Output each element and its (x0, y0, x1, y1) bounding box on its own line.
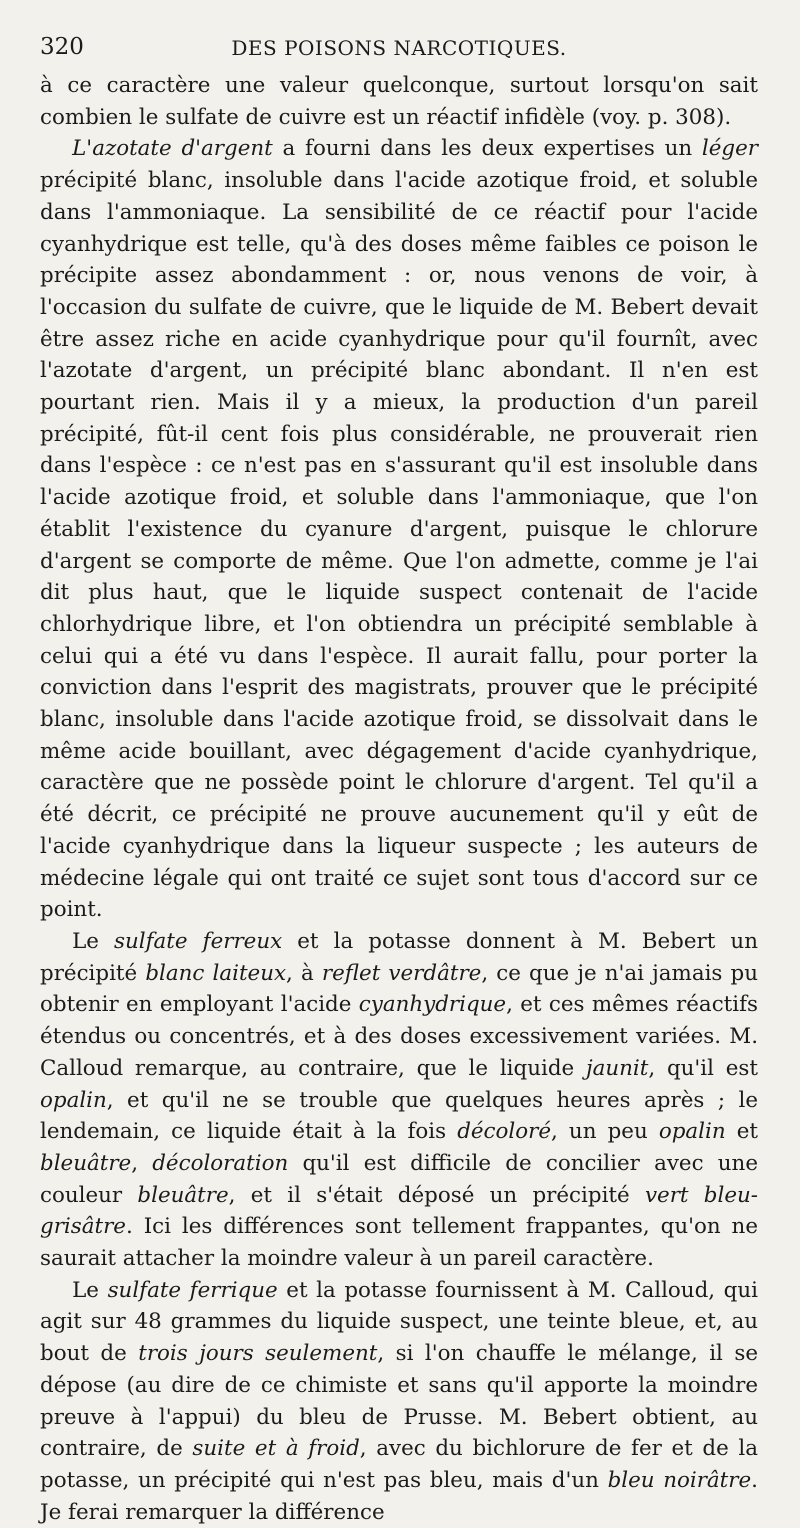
text-run: , avec du bichlorure de fer et de la potasse, un précipité qui n'est pas bleu, mais d'un (40, 1436, 758, 1493)
italic-run: opalin (658, 1119, 726, 1145)
paragraph (40, 70, 758, 133)
italic-run: décoloré (457, 1119, 552, 1145)
page-header (40, 30, 758, 70)
italic-run: opalin (40, 1087, 107, 1113)
text-run: , et qu'il ne se trouble que quelques heures après ; le lendemain, ce liquide était à la fois (40, 1087, 758, 1145)
body-text (40, 70, 758, 1528)
italic-run: reflet verdâtre (321, 960, 482, 986)
italic-run: trois jours seulement (138, 1341, 378, 1367)
text-run: , à (286, 960, 322, 986)
italic-run: sulfate ferrique (107, 1277, 278, 1303)
text-run: a fourni dans les deux expertises un (272, 136, 702, 162)
italic-run: blanc laiteux (145, 960, 287, 986)
paragraph (40, 1275, 758, 1528)
italic-run: bleu noirâtre (607, 1467, 752, 1493)
italic-run: cyanhydrique (358, 992, 507, 1018)
italic-run: L' (72, 136, 93, 162)
text-run: , (131, 1150, 153, 1176)
italic-run: bleuâtre (40, 1150, 132, 1176)
text-run: , ce que je n'ai jamais pu obtenir en employant l'acide (40, 960, 758, 1018)
text-run: et la potasse donnent à M. Bebert un précipité (40, 928, 758, 986)
text-run: , un peu (551, 1119, 659, 1145)
italic-run: bleuâtre (137, 1182, 229, 1208)
text-run: et (725, 1119, 758, 1145)
text-run: , et ces mêmes réactifs étendus ou concentrés, et à des doses excessivement variées. M. Calloud remarque, au contraire, que le liquide (40, 992, 758, 1081)
paragraph (40, 133, 758, 926)
text-run: , si l'on chauffe le mélange, il se dépose (au dire de ce chimiste et sans qu'il apporte la moindre preuve à l'appui) du bleu de Prusse. M. Bebert obtient, au contraire, de (40, 1341, 758, 1462)
page-number: 320 (40, 34, 84, 60)
italic-run: décoloration (152, 1150, 289, 1176)
text-run: qu'il est difficile de concilier avec une couleur (40, 1150, 758, 1208)
text-run: , qu'il est (648, 1055, 758, 1081)
text-run: . Ici les différences sont tellement frappantes, qu'on ne saurait attacher la moindre valeur à un pareil caractère. (40, 1214, 758, 1272)
italic-run: vert bleu-grisâtre (40, 1182, 758, 1240)
text-run: précipité blanc, insoluble dans l'acide azotique froid, et soluble dans l'ammoniaque. La sensibilité de ce réactif pour l'acide cyanhydrique est telle, qu'à des doses même faibles ce poison le précipite assez abondamment : or, nous venons de voir, à l'occasion du sulfate de cuivre, que le liquide de M. Bebert devait être assez riche en acide cyanhydrique pour qu'il fournît, avec l'azotate d'argent, un précipité blanc abondant. Il n'en est pourtant rien. Mais il y a mieux, la production d'un pareil précipité, fût-il cent fois plus considérable, ne prouverait rien dans l'espèce : ce n'est pas en s'assurant qu'il est insoluble dans l'acide azotique froid, et soluble dans l'ammoniaque, que l'on établit l'existence du cyanure d'argent, puisque le chlorure d'argent se comporte de même. Que l'on admette, comme je l'ai dit plus haut, que le liquide suspect contenait de l'acide chlorhydrique libre, et l'on obtiendra un précipité semblable à celui qui a été vu dans l'espèce. Il aurait fallu, pour porter la conviction dans l'esprit des magistrats, prouver que le précipité blanc, insoluble dans l'acide azotique froid, se dissolvait dans le même acide bouillant, avec dégagement d'acide cyanhydrique, caractère que ne possède point le chlorure d'argent. Tel qu'il a été décrit, ce précipité ne prouve aucunement qu'il y eût de l'acide cyanhydrique dans la liqueur suspecte ; les auteurs de médecine légale qui ont traité ce sujet sont tous d'accord sur ce point. (40, 168, 758, 923)
text-run: . Je ferai remarquer la différence (40, 1467, 758, 1525)
text-run: Le (72, 928, 115, 954)
text-run: , et il s'était déposé un précipité (228, 1182, 645, 1208)
italic-run: jaunit (585, 1055, 649, 1081)
italic-run: sulfate ferreux (114, 928, 283, 954)
paragraph (40, 926, 758, 1275)
text-run: à ce caractère une valeur quelconque, surtout lorsqu'on sait combien le sulfate de cuivre est un réactif infidèle (voy. p. 308). (40, 73, 758, 130)
text-run: Le (72, 1277, 108, 1303)
italic-run: suite et à froid (192, 1436, 360, 1462)
italic-run: azotate d'argent (92, 136, 273, 162)
text-run: et la potasse fournissent à M. Calloud, qui agit sur 48 grammes du liquide suspect, une teinte bleue, et, au bout de (40, 1277, 758, 1367)
italic-run: léger (701, 136, 758, 162)
running-title: DES POISONS NARCOTIQUES. (231, 36, 567, 60)
